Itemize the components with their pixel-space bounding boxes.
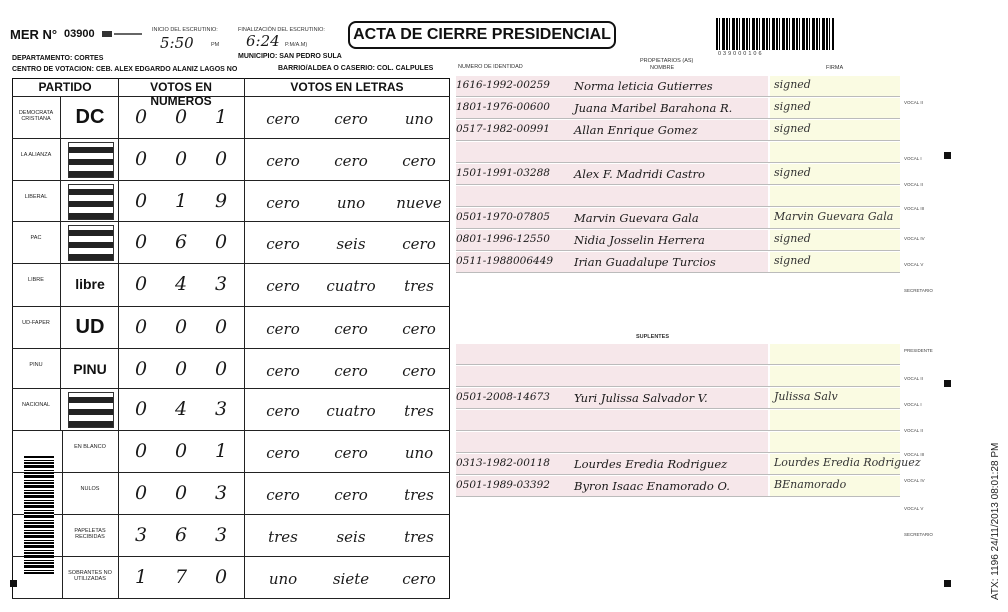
vote-word: cero — [266, 362, 300, 380]
party-name: UD-FAPER — [22, 320, 50, 326]
vote-digit: 0 — [134, 398, 148, 420]
header-nombre: NOMBRE — [650, 65, 675, 71]
member-signature: Lourdes Eredia Rodriguez — [774, 456, 921, 469]
vote-digit: 1 — [134, 566, 148, 588]
mer-number: 03900 — [64, 28, 95, 40]
member-name: Lourdes Eredia Rodriguez — [574, 457, 728, 471]
vote-digit: 0 — [134, 358, 148, 380]
member-name: Marvin Guevara Gala — [574, 211, 699, 225]
vote-digit: 0 — [214, 316, 228, 338]
member-name: Allan Enrique Gomez — [574, 123, 698, 137]
party-logo — [62, 100, 118, 134]
row-role-label: SECRETARIO — [904, 532, 933, 537]
member-signature: signed — [774, 100, 811, 113]
table-rule — [12, 472, 450, 473]
vote-word: cero — [266, 110, 300, 128]
vote-word: cero — [266, 486, 300, 504]
header-identidad: NUMERO DE IDENTIDAD — [458, 64, 523, 70]
barcode-text: 039000106 — [718, 51, 764, 57]
row-role-label: SECRETARIO — [904, 288, 933, 293]
vote-digit: 0 — [214, 566, 228, 588]
identity-number: 1801-1976-00600 — [456, 101, 550, 113]
entry-rule — [456, 496, 900, 497]
vote-word: uno — [404, 444, 434, 462]
entry-band — [456, 410, 768, 430]
vote-word: cero — [334, 320, 368, 338]
table-rule — [12, 388, 450, 389]
final-label: FINALIZACIÓN DEL ESCRUTINIO: — [238, 27, 325, 33]
identity-number: 1501-1991-03288 — [456, 167, 550, 179]
header-partido: PARTIDO — [38, 80, 92, 94]
member-name: Yuri Julissa Salvador V. — [574, 391, 708, 405]
row-role-label: PRESIDENTE — [904, 348, 933, 353]
vote-digit: 0 — [134, 440, 148, 462]
vote-digit: 0 — [174, 148, 188, 170]
identity-number: 0313-1982-00118 — [456, 457, 550, 469]
page-title: ACTA DE CIERRE PRESIDENCIAL — [348, 21, 616, 49]
vote-word: uno — [336, 194, 366, 212]
party-logo-text: DC — [75, 105, 105, 128]
identity-number: 0501-1989-03392 — [456, 479, 550, 491]
entry-rule — [456, 272, 900, 273]
table-rule — [12, 138, 450, 139]
municipio: MUNICIPIO: SAN PEDRO SULA — [238, 53, 342, 60]
special-row-label: PAPELETAS RECIBIDAS — [74, 528, 106, 540]
special-row-label: EN BLANCO — [74, 444, 106, 450]
vote-digit: 1 — [174, 190, 188, 212]
signature-band — [770, 366, 900, 386]
row-role-label: VOCAL II — [904, 428, 923, 433]
row-role-label: VOCAL IV — [904, 236, 925, 241]
vote-word: nueve — [396, 194, 442, 212]
entry-rule — [456, 452, 900, 453]
party-logo — [62, 352, 118, 386]
vote-digit: 3 — [214, 398, 228, 420]
table-rule — [12, 263, 450, 264]
table-rule — [12, 556, 450, 557]
vote-digit: 0 — [214, 148, 228, 170]
member-name: Norma leticia Gutierres — [574, 79, 713, 93]
vote-word: cero — [402, 320, 436, 338]
vote-word: cero — [334, 152, 368, 170]
table-rule — [60, 96, 61, 430]
vote-digit: 6 — [174, 231, 188, 253]
entry-rule — [456, 474, 900, 475]
entry-band — [456, 142, 768, 162]
vote-word: tres — [404, 528, 434, 546]
table-rule — [12, 348, 450, 349]
member-signature: signed — [774, 254, 811, 267]
vote-digit: 0 — [134, 316, 148, 338]
entry-rule — [456, 386, 900, 387]
header-numeros: VOTOS EN NUMEROS — [150, 80, 212, 108]
departamento: DEPARTAMENTO: CORTES — [12, 55, 104, 62]
vote-word: cero — [334, 486, 368, 504]
row-role-label: VOCAL II — [904, 182, 923, 187]
tse-logo — [100, 28, 146, 40]
party-logo — [68, 392, 114, 428]
vote-digit: 3 — [214, 273, 228, 295]
final-time: 6:24 — [246, 32, 280, 50]
vote-digit: 1 — [214, 106, 228, 128]
vote-digit: 0 — [214, 231, 228, 253]
vote-digit: 0 — [134, 231, 148, 253]
registration-mark — [944, 152, 951, 159]
vote-digit: 0 — [134, 482, 148, 504]
table-rule — [12, 221, 450, 222]
party-logo — [68, 225, 114, 261]
member-signature: Marvin Guevara Gala — [774, 210, 894, 223]
party-name: LIBERAL — [24, 194, 48, 200]
party-name: LIBRE — [28, 277, 44, 283]
inicio-suffix: PM — [211, 42, 220, 48]
entry-rule — [456, 364, 900, 365]
party-logo-text: UD — [75, 315, 105, 338]
signature-band — [770, 344, 900, 364]
vote-digit: 0 — [134, 106, 148, 128]
party-name: LA ALIANZA — [20, 152, 52, 158]
barrio: BARRIO/ALDEA O CASERIO: COL. CALPULES — [278, 65, 434, 72]
signature-band — [770, 142, 900, 162]
vote-word: cero — [266, 444, 300, 462]
suplentes-label: SUPLENTES — [636, 334, 670, 340]
vote-digit: 0 — [174, 440, 188, 462]
entry-rule — [456, 228, 900, 229]
member-signature: signed — [774, 78, 811, 91]
table-rule — [12, 180, 450, 181]
member-name: Juana Maribel Barahona R. — [574, 101, 733, 115]
vote-digit: 4 — [174, 273, 188, 295]
vote-digit: 7 — [174, 566, 188, 588]
row-role-label: VOCAL II — [904, 376, 923, 381]
row-role-label: VOCAL I — [904, 156, 922, 161]
side-stamp: ATX: 1196 24/11/2013 08:01:28 PM — [990, 442, 1001, 600]
barcode-top — [716, 18, 834, 50]
row-role-label: VOCAL IV — [904, 478, 925, 483]
member-signature: signed — [774, 166, 811, 179]
vote-digit: 0 — [134, 190, 148, 212]
member-signature: Julissa Salv — [774, 390, 838, 403]
vote-digit: 0 — [174, 482, 188, 504]
vote-word: tres — [268, 528, 298, 546]
party-logo — [62, 310, 118, 344]
vote-word: cero — [266, 320, 300, 338]
vote-word: cero — [402, 570, 436, 588]
member-signature: signed — [774, 122, 811, 135]
vote-word: cero — [266, 152, 300, 170]
vote-digit: 4 — [174, 398, 188, 420]
vote-digit: 0 — [174, 358, 188, 380]
row-role-label: VOCAL III — [904, 206, 925, 211]
vote-word: cero — [266, 277, 300, 295]
identity-number: 0801-1996-12550 — [456, 233, 550, 245]
row-role-label: VOCAL V — [904, 262, 924, 267]
table-rule — [12, 306, 450, 307]
party-name: NACIONAL — [21, 402, 51, 408]
mer-label: MER N° — [10, 27, 58, 42]
vote-word: cero — [266, 235, 300, 253]
vote-word: cero — [334, 444, 368, 462]
party-name: PINU — [29, 362, 43, 368]
vote-digit: 1 — [214, 440, 228, 462]
vote-digit: 0 — [174, 106, 188, 128]
party-logo — [68, 142, 114, 178]
vote-word: cero — [402, 152, 436, 170]
table-rule — [244, 78, 245, 598]
row-role-label: VOCAL II — [904, 100, 923, 105]
vote-word: uno — [404, 110, 434, 128]
table-rule — [12, 514, 450, 515]
barcode-left — [24, 456, 54, 574]
inicio-label: INICIO DEL ESCRUTINIO: — [152, 27, 218, 33]
party-logo-text: PINU — [73, 361, 107, 377]
row-role-label: VOCAL III — [904, 452, 925, 457]
vote-digit: 3 — [214, 524, 228, 546]
header-propietarios: PROPIETARIOS (AS) — [640, 58, 694, 64]
vote-word: tres — [404, 402, 434, 420]
vote-word: uno — [268, 570, 298, 588]
table-rule — [12, 598, 450, 599]
member-signature: signed — [774, 232, 811, 245]
vote-digit: 3 — [214, 482, 228, 504]
member-name: Byron Isaac Enamorado O. — [574, 479, 730, 493]
vote-word: cuatro — [326, 402, 376, 420]
entry-rule — [456, 184, 900, 185]
centro-votacion: CENTRO DE VOTACION: CEB. ALEX EDGARDO ALANIZ LAGOS NO — [12, 66, 238, 73]
vote-digit: 0 — [134, 148, 148, 170]
registration-mark — [944, 380, 951, 387]
member-signature: BEnamorado — [774, 478, 847, 491]
member-name: Nidia Josselin Herrera — [574, 233, 705, 247]
entry-rule — [456, 430, 900, 431]
vote-word: tres — [404, 277, 434, 295]
vote-word: tres — [404, 486, 434, 504]
vote-word: cero — [334, 362, 368, 380]
vote-word: cero — [402, 235, 436, 253]
vote-word: seis — [336, 528, 366, 546]
entry-band — [456, 366, 768, 386]
vote-word: seis — [336, 235, 366, 253]
inicio-time: 5:50 — [160, 34, 194, 52]
vote-word: cuatro — [326, 277, 376, 295]
special-row-label: NULOS — [80, 486, 100, 492]
table-rule — [118, 78, 119, 598]
signature-band — [770, 432, 900, 452]
row-role-label: VOCAL I — [904, 402, 922, 407]
identity-number: 0517-1982-00991 — [456, 123, 550, 135]
identity-number: 0501-1970-07805 — [456, 211, 550, 223]
row-role-label: VOCAL V — [904, 506, 924, 511]
identity-number: 0501-2008-14673 — [456, 391, 550, 403]
signature-band — [770, 410, 900, 430]
entry-band — [456, 186, 768, 206]
vote-digit: 0 — [134, 273, 148, 295]
identity-number: 0511-1988006449 — [456, 255, 554, 267]
vote-digit: 9 — [214, 190, 228, 212]
vote-word: cero — [402, 362, 436, 380]
special-row-label: SOBRANTES NO UTILIZADAS — [68, 570, 112, 582]
entry-band — [456, 432, 768, 452]
vote-word: siete — [332, 570, 370, 588]
vote-digit: 0 — [214, 358, 228, 380]
header-letras: VOTOS EN LETRAS — [290, 80, 404, 94]
entry-rule — [456, 206, 900, 207]
member-name: Alex F. Madridi Castro — [574, 167, 705, 181]
entry-rule — [456, 96, 900, 97]
vote-digit: 0 — [174, 316, 188, 338]
party-logo — [68, 184, 114, 220]
vote-digit: 3 — [134, 524, 148, 546]
registration-mark — [944, 580, 951, 587]
signature-band — [770, 186, 900, 206]
party-logo — [62, 267, 118, 301]
entry-band — [456, 344, 768, 364]
member-name: Irian Guadalupe Turcios — [574, 255, 716, 269]
table-rule — [12, 430, 450, 431]
party-name: DEMOCRATA CRISTIANA — [18, 110, 54, 122]
entry-rule — [456, 250, 900, 251]
final-suffix: P.M/A.M) — [285, 42, 308, 48]
vote-word: cero — [266, 194, 300, 212]
party-logo-text: libre — [75, 276, 105, 292]
entry-rule — [456, 408, 900, 409]
vote-digit: 6 — [174, 524, 188, 546]
party-name: PAC — [30, 235, 42, 241]
registration-mark — [10, 580, 17, 587]
entry-rule — [456, 118, 900, 119]
header-firma: FIRMA — [826, 65, 844, 71]
identity-number: 1616-1992-00259 — [456, 79, 550, 91]
entry-rule — [456, 140, 900, 141]
vote-word: cero — [266, 402, 300, 420]
vote-word: cero — [334, 110, 368, 128]
entry-rule — [456, 162, 900, 163]
